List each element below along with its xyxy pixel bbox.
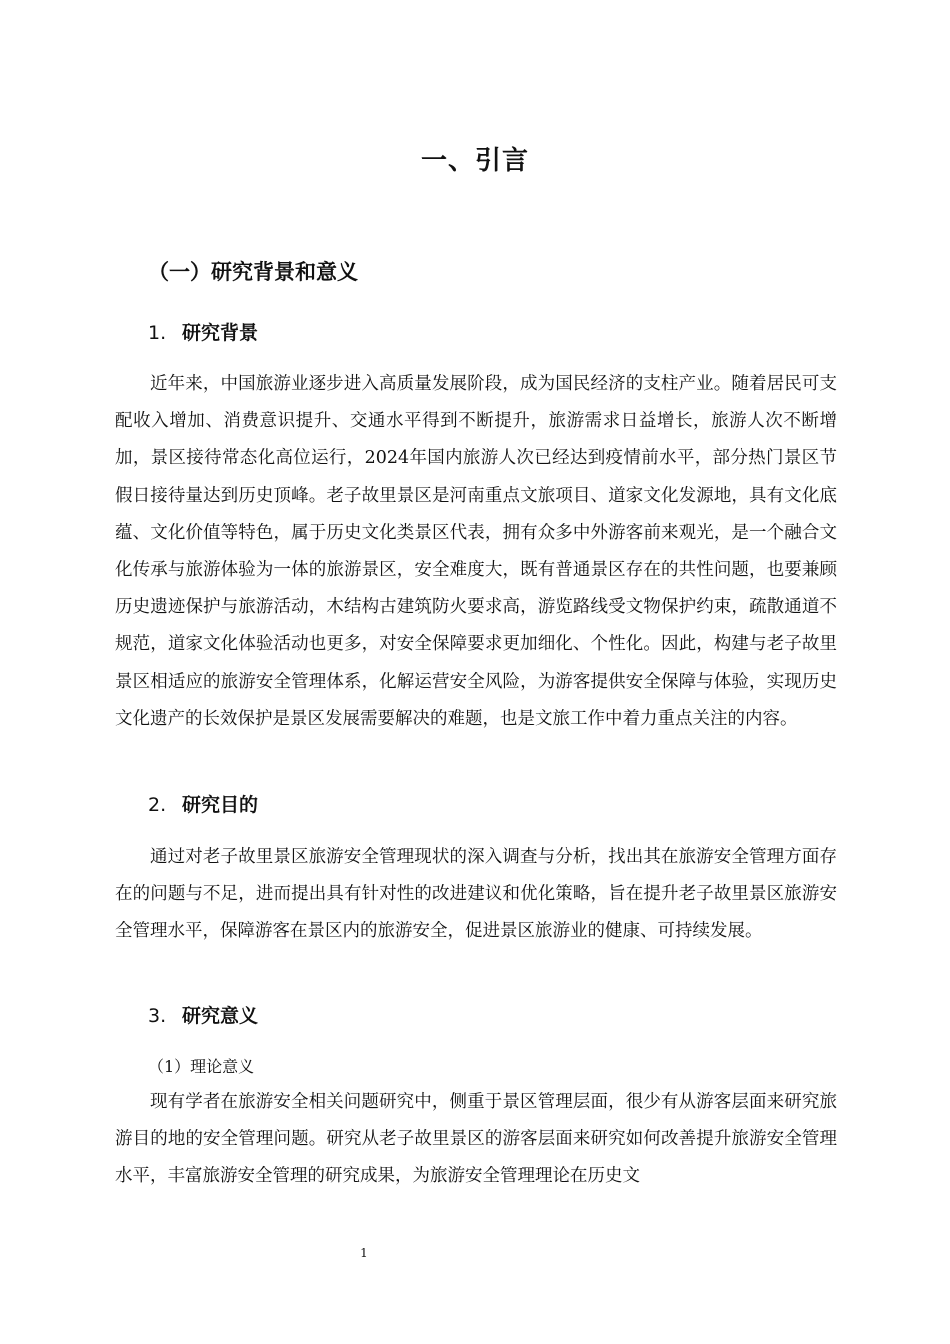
subsection-title: 研究目的 [182,794,259,816]
subsection-title: 研究意义 [182,1005,259,1027]
section-title: （一）研究背景和意义 [148,260,358,284]
paragraph-purpose: 通过对老子故里景区旅游安全管理现状的深入调查与分析，找出其在旅游安全管理方面存在的问题与不足，进而提出具有针对性的改进建议和优化策略，旨在提升老子故里景区旅游安全管理水平，保障游客在景区内的旅游安全，促进景区旅游业的健康、可持续发展。 [115,847,837,942]
page-number: 1 [360,1246,368,1260]
subsection-number: 3. [148,1005,167,1027]
subsection-heading-background [148,318,258,348]
theory-significance-heading: （1）理论意义 [148,1057,255,1076]
paragraph-background: 近年来，中国旅游业逐步进入高质量发展阶段，成为国民经济的支柱产业。随着居民可支配收入增加、消费意识提升、交通水平得到不断提升，旅游需求日益增长，旅游人次不断增加，景区接待常态化高位运行，2024年国内旅游人次已经达到疫情前水平，部分热门景区节假日接待量达到历史顶峰。老子故里景区是河南重点文旅项目、道家文化发源地，具有文化底蕴、文化价值等特色，属于历史文化类景区代表，拥有众多中外游客前来观光，是一个融合文化传承与旅游体验为一体的旅游景区，安全难度大，既有普通景区存在的共性问题，也要兼顾历史遗迹保护与旅游活动，木结构古建筑防火要求高，游览路线受文物保护约束，疏散通道不规范，道家文化体验活动也更多，对安全保障要求更加细化、个性化。因此，构建与老子故里景区相适应的旅游安全管理体系，化解运营安全风险，为游客提供安全保障与体验，实现历史文化遗产的长效保护是景区发展需要解决的难题，也是文旅工作中着力重点关注的内容。 [115,374,837,729]
chapter-title: 一、引言 [420,146,529,176]
subsection-number: 1. [148,322,167,344]
subsection-heading-significance [148,1001,258,1031]
subsection-number: 2. [148,794,167,816]
subsection-title: 研究背景 [182,322,259,344]
paragraph-theory: 现有学者在旅游安全相关问题研究中，侧重于景区管理层面，很少有从游客层面来研究旅游目的地的安全管理问题。研究从老子故里景区的游客层面来研究如何改善提升旅游安全管理水平，丰富旅游安全管理的研究成果，为旅游安全管理理论在历史文 [115,1092,837,1187]
subsection-heading-purpose [148,790,258,820]
